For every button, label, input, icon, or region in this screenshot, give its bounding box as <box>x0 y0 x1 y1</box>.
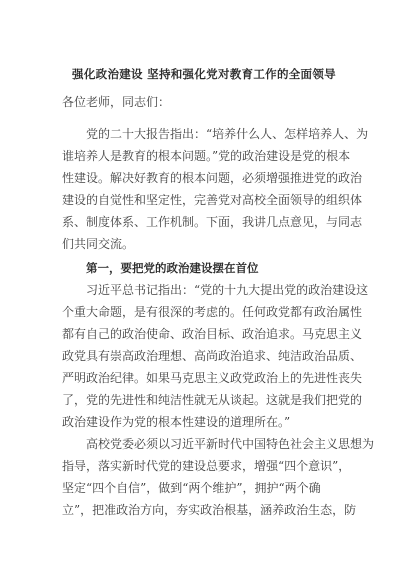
paragraph-line: 高校党委必须以习近平新时代中国特色社会主义思想为 <box>86 437 375 451</box>
paragraph-line: 了，党的先进性和纯洁性就无从谈起。这就是我们把党的 <box>62 393 363 407</box>
paragraph-line: 党的二十大报告指出：“培养什么人、怎样培养人、为 <box>86 127 369 141</box>
section-heading: 第一，要把党的政治建设摆在首位 <box>86 261 259 275</box>
paragraph-line: 建设的自觉性和坚定性，完善党对高校全面领导的组织体 <box>62 193 363 207</box>
paragraph-line: 指导，落实新时代党的建设总要求，增强“四个意识”， <box>62 459 351 473</box>
paragraph-line: 系、制度体系、工作机制。下面，我讲几点意见，与同志 <box>62 215 363 229</box>
paragraph-line: 政治建设作为党的根本性建设的道理所在。” <box>62 415 291 429</box>
paragraph-line: 们共同交流。 <box>62 237 135 251</box>
paragraph-line: 政党具有崇高政治理想、高尚政治追求、纯洁政治品质、 <box>62 349 363 363</box>
paragraph-line: 严明政治纪律。如果马克思主义政党政治上的先进性丧失 <box>62 371 363 385</box>
paragraph-line: 立”，把准政治方向，夯实政治根基，涵养政治生态，防 <box>62 503 357 517</box>
paragraph-line: 都有自己的政治使命、政治目标、政治追求。马克思主义 <box>62 327 363 341</box>
paragraph-line: 谁培养人是教育的根本问题。”党的政治建设是党的根本 <box>62 149 351 163</box>
paragraph-line: 性建设。解决好教育的根本问题，必须增强推进党的政治 <box>62 171 363 185</box>
paragraph-line: 坚定“四个自信”，做到“两个维护”，拥护“两个确 <box>62 481 321 495</box>
paragraph-line: 习近平总书记指出：“党的十九大提出党的政治建设这 <box>86 283 369 297</box>
document-title: 强化政治建设 坚持和强化党对教育工作的全面领导 <box>72 67 336 81</box>
salutation: 各位老师，同志们： <box>62 95 171 109</box>
paragraph-line: 个重大命题，是有很深的考虑的。任何政党都有政治属性 <box>62 305 363 319</box>
